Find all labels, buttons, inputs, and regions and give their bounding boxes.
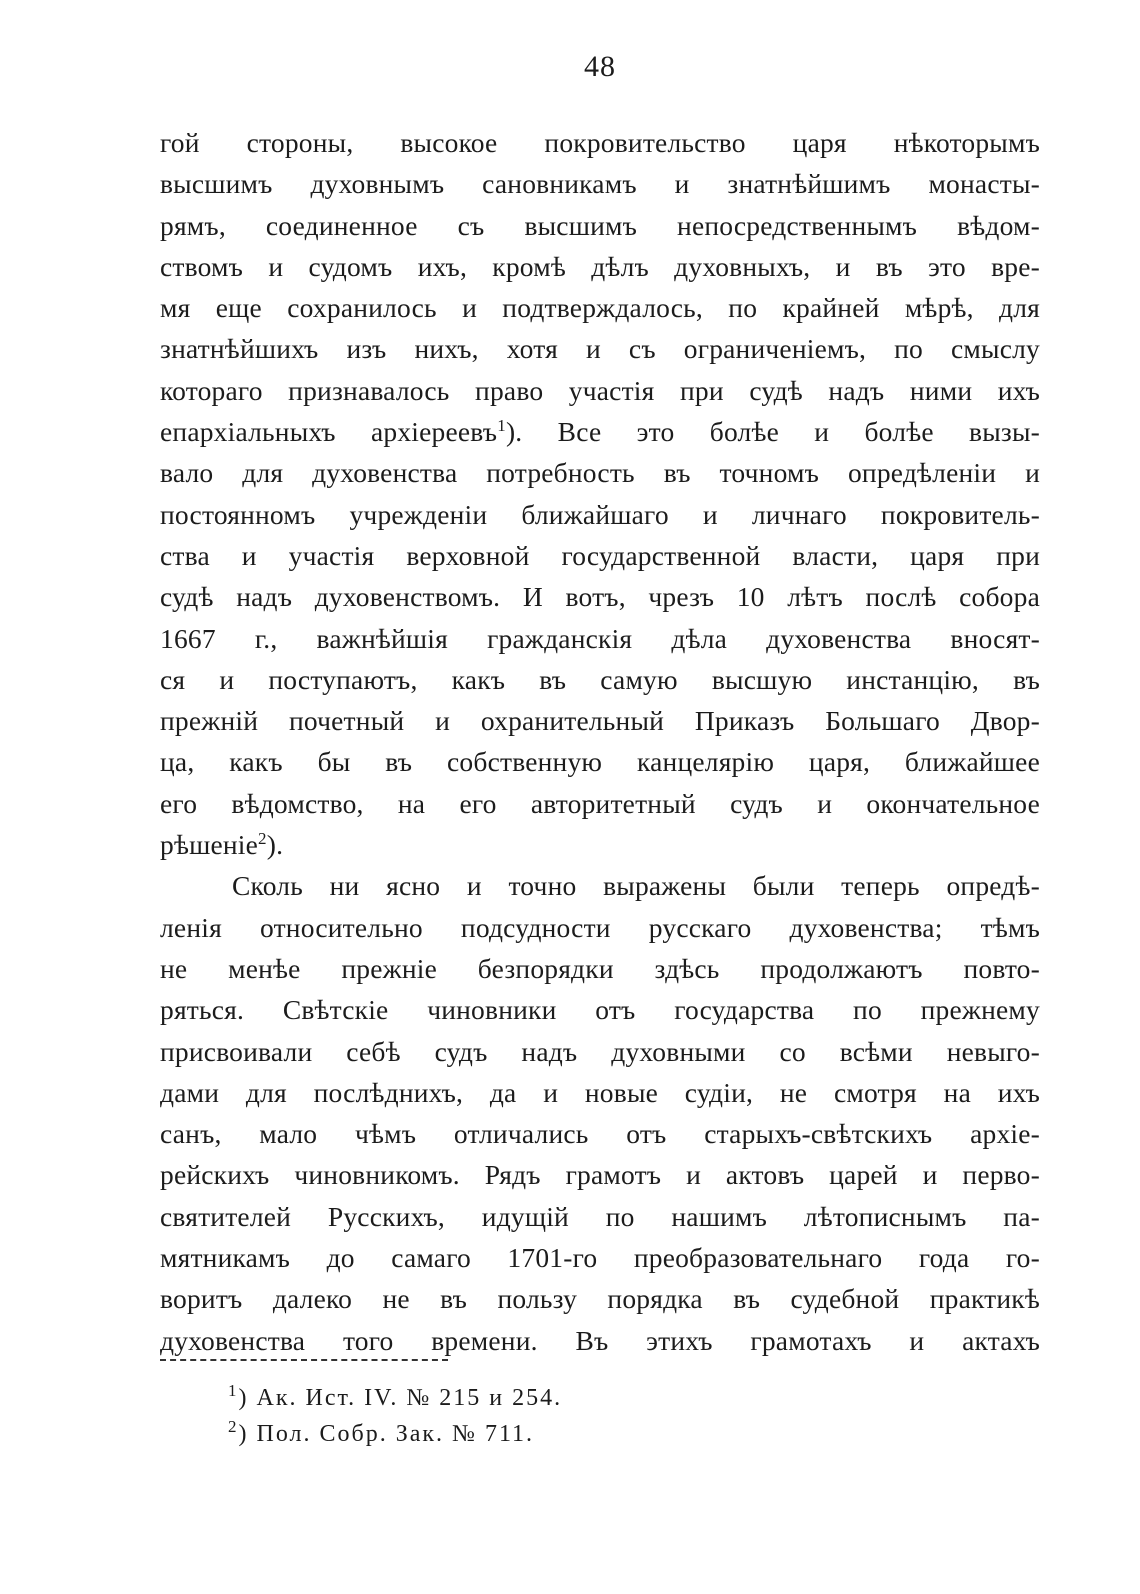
footnote-reference: 1 [497,415,506,435]
text-line-main: мятникамъ до самаго 1701-го преобразовательнаго года го- [160,1242,1040,1274]
text-line [160,865,1040,906]
footnote [228,1416,828,1452]
footnote-separator [160,1359,448,1363]
text-line [160,741,1040,782]
text-line-main: рѣшеніе [160,829,259,861]
text-line-main: котораго признавалось право участія при судѣ надъ ними ихъ [160,374,1040,406]
text-line-continuation: ). Все это болѣе и болѣе вызы- [505,416,1040,448]
text-line-main: Сколь ни ясно и точно выражены были теперь опредѣ- [232,870,1040,902]
text-line-main: постоянномъ учрежденіи ближайшаго и личнаго покровитель- [160,498,1040,530]
text-line [160,989,1040,1030]
text-line [160,1196,1040,1237]
text-line [160,824,1040,865]
footnotes [228,1380,828,1452]
text-line-main: присвоивали себѣ судъ надъ духовными со всѣми невыго- [160,1035,1040,1067]
footnote-text: ) Пол. Собр. Зак. № 711. [238,1421,535,1447]
text-line-main: рейскихъ чиновникомъ. Рядъ грамотъ и актовъ царей и перво- [160,1159,1040,1191]
text-line-main: не менѣе прежніе безпорядки здѣсь продолжаютъ повто- [160,952,1040,984]
footnote-mark: 2 [228,1417,239,1436]
text-line [160,246,1040,287]
text-line [160,618,1040,659]
text-line [160,452,1040,493]
text-line [160,948,1040,989]
page-number: 48 [584,50,616,83]
text-line [160,411,1040,452]
text-line-main: высшимъ духовнымъ сановникамъ и знатнѣйшимъ монасты- [160,168,1040,200]
text-line-main: ленія относительно подсудности русскаго духовенства; тѣмъ [160,911,1040,943]
text-line-main: ца, какъ бы въ собственную канцелярію царя, ближайшее [160,746,1040,778]
text-line [160,163,1040,204]
text-line [160,659,1040,700]
text-line-main: ряться. Свѣтскіе чиновники отъ государства по прежнему [160,994,1040,1026]
footnote-mark: 1 [228,1381,239,1400]
text-line-main: ся и поступаютъ, какъ въ самую высшую инстанцію, въ [160,663,1040,695]
text-line-main: прежній почетный и охранительный Приказъ Большаго Двор- [160,705,1040,737]
text-line [160,205,1040,246]
text-line [160,1072,1040,1113]
text-line [160,328,1040,369]
text-line-main: гой стороны, высокое покровительство царя нѣкоторымъ [160,127,1040,158]
text-line [160,535,1040,576]
text-line [160,1113,1040,1154]
text-line-main: санъ, мало чѣмъ отличались отъ старыхъ-свѣтскихъ архіе- [160,1118,1040,1150]
text-line [160,122,1040,163]
text-line [160,287,1040,328]
text-line [160,700,1040,741]
text-line-main: воритъ далеко не въ пользу порядка въ судебной практикѣ [160,1283,1040,1315]
text-line-main: знатнѣйшихъ изъ нихъ, хотя и съ ограниченіемъ, по смыслу [160,333,1040,365]
text-line [160,1031,1040,1072]
text-line-main: епархіальныхъ архіереевъ [160,416,498,448]
text-line-main: ствомъ и судомъ ихъ, кромѣ дѣлъ духовныхъ, и въ это вре- [160,250,1040,282]
text-line-main: духовенства того времени. Въ этихъ грамотахъ и актахъ [160,1324,1040,1356]
text-line-main: 1667 г., важнѣйшія гражданскія дѣла духовенства вносят- [160,622,1040,654]
text-line [160,907,1040,948]
text-line-main: рямъ, соединенное съ высшимъ непосредственнымъ вѣдом- [160,209,1040,241]
text-line [160,370,1040,411]
text-line-main: мя еще сохранилось и подтверждалось, по крайней мѣрѣ, для [160,292,1040,324]
text-line [160,1237,1040,1278]
footnote [228,1380,828,1416]
footnote-reference: 2 [258,828,267,848]
footnote-text: ) Ак. Ист. IV. № 215 и 254. [238,1385,563,1411]
text-line-main: святителей Русскихъ, идущій по нашимъ лѣтописнымъ па- [160,1200,1040,1232]
body-text [160,122,1040,1361]
text-line-main: ства и участія верховной государственной власти, царя при [160,539,1040,571]
text-line [160,1278,1040,1319]
text-line [160,1154,1040,1195]
text-line-main: дами для послѣднихъ, да и новые судіи, не смотря на ихъ [160,1076,1040,1108]
text-line [160,783,1040,824]
text-line-main: вало для духовенства потребность въ точномъ опредѣленіи и [160,457,1040,489]
text-line [160,494,1040,535]
text-line-main: его вѣдомство, на его авторитетный судъ и окончательное [160,787,1040,819]
text-line [160,576,1040,617]
text-line-continuation: ). [266,829,284,861]
text-line [160,1320,1040,1361]
text-line-main: судѣ надъ духовенствомъ. И вотъ, чрезъ 10 лѣтъ послѣ собора [160,581,1040,613]
